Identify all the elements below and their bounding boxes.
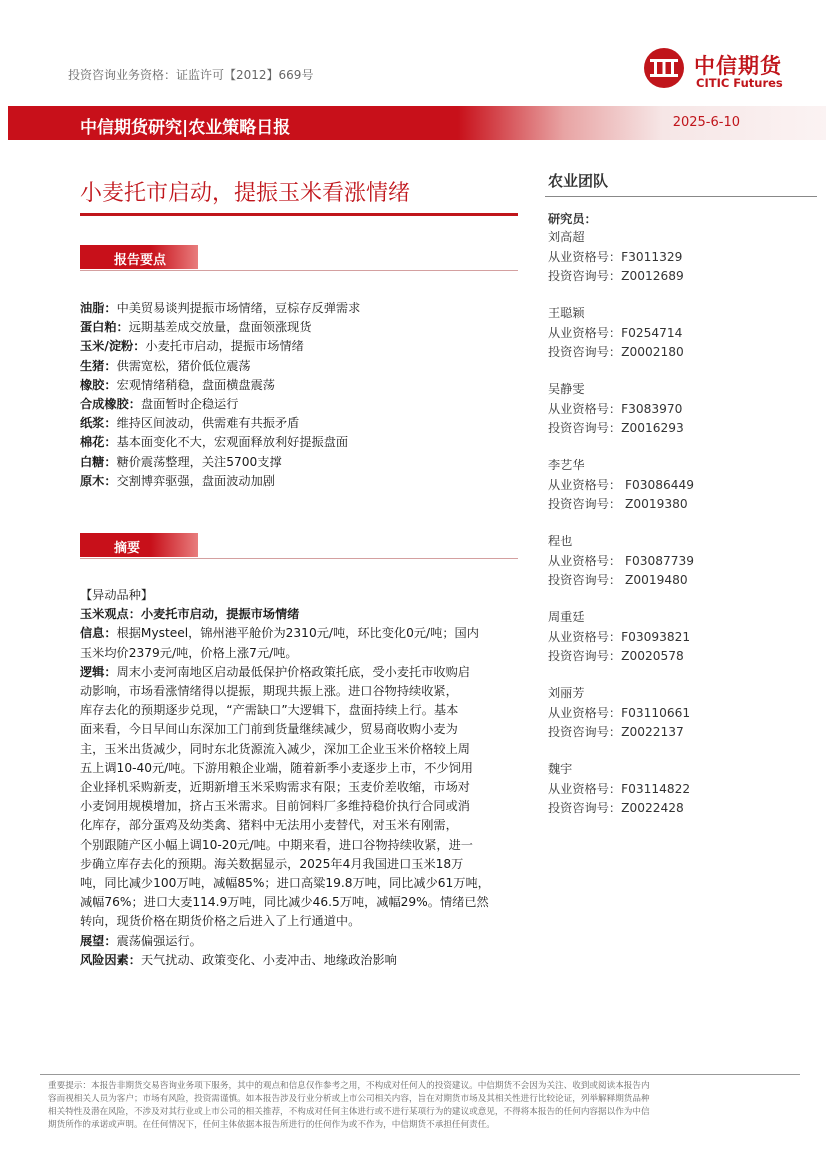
list-item: [80, 337, 520, 356]
item-label: 合成橡胶：: [80, 397, 141, 412]
item-text: 盘面暂时企稳运行: [140, 397, 239, 412]
analyst-consult: 投资咨询号：Z0022137: [548, 725, 684, 739]
analyst-license: 从业资格号：F03093821: [548, 629, 691, 644]
logic-line: 化库存，部分蛋鸡及幼类禽、猪料中无法用小麦替代，对玉米有刚需，: [80, 818, 458, 833]
item-label: 棉花：: [80, 435, 117, 450]
analyst-consult: 投资咨询号：Z0016293: [548, 421, 684, 435]
risk-text: 天气扰动、政策变化、小麦冲击、地缘政治影响: [140, 952, 397, 967]
analyst-name: 魏宇: [548, 762, 573, 776]
list-item: [80, 433, 520, 452]
analyst-name: 吴静雯: [548, 382, 585, 396]
view-text: 小麦托市启动，提振市场情绪: [140, 607, 300, 622]
analyst-license: 从业资格号：F03114822: [548, 781, 691, 796]
analyst-card: [548, 228, 818, 287]
list-item: [80, 357, 520, 376]
item-text: 远期基差成交放量，盘面领涨现货: [128, 320, 312, 335]
item-label: 蛋白粕：: [80, 320, 129, 335]
analyst-card: [548, 684, 818, 743]
logic-line: 企业择机采购新麦，近期新增玉米采购需求有限；玉麦价差收缩，市场对: [80, 780, 470, 795]
logic-line: 面来看，今日早间山东深加工门前到货量继续减少，贸易商收购小麦为: [80, 722, 458, 737]
qualification-text: 投资咨询业务资格：证监许可【2012】669号: [68, 68, 314, 82]
item-label: 纸浆：: [80, 416, 117, 431]
info-line: [80, 624, 520, 643]
item-text: 小麦托市启动，提振市场情绪: [145, 339, 304, 354]
analyst-license: 从业资格号：F3083970: [548, 401, 683, 416]
key-points-list: [80, 299, 520, 491]
item-label: 玉米/淀粉：: [80, 339, 146, 354]
analyst-license: 从业资格号：F3011329: [548, 249, 683, 264]
analyst-license: 从业资格号： F03086449: [548, 477, 695, 492]
list-item: [80, 395, 520, 414]
list-item: [80, 472, 520, 491]
risk-label: 风险因素：: [80, 952, 141, 967]
analyst-card: [548, 304, 818, 363]
analyst-consult: 投资咨询号： Z0019380: [548, 497, 688, 511]
analyst-consult: 投资咨询号：Z0022428: [548, 801, 684, 815]
title-divider: [80, 213, 518, 216]
logic-line: 主，玉米出货减少，同时东北货源流入减少，深加工企业玉米价格较上周: [80, 741, 470, 756]
logic-line: 动影响，市场看涨情绪得以提振，期现共振上涨。进口谷物持续收紧，: [80, 684, 458, 699]
info-line: 玉米均价2379元/吨，价格上涨7元/吨。: [80, 645, 298, 660]
analyst-name: 刘丽芳: [548, 686, 585, 700]
list-item: [80, 318, 520, 337]
logic-line: 库存去化的预期逐步兑现，“产需缺口”大逻辑下，盘面持续上行。基本: [80, 703, 459, 718]
item-label: 白糖：: [80, 454, 117, 469]
item-text: 基本面变化不大，宏观面释放利好提振盘面: [116, 435, 349, 450]
outlook-text: 震荡偏强运行。: [116, 933, 202, 948]
section-tab-label: 摘要: [114, 541, 141, 556]
risk-line: [80, 951, 520, 970]
info-label: 信息：: [80, 626, 117, 641]
analyst-consult: 投资咨询号：Z0002180: [548, 345, 684, 359]
analyst-name: 刘高超: [548, 230, 585, 244]
logo-en-text: CITIC Futures: [696, 76, 783, 90]
logic-line: 个别跟随产区小幅上调10-20元/吨。中期来看，进口谷物持续收紧，进一: [80, 837, 473, 852]
list-item: [80, 453, 520, 472]
item-text: 糖价震荡整理，关注5700支撑: [116, 454, 282, 469]
logic-line: 减幅76%；进口大麦114.9万吨，同比减少46.5万吨，减幅29%。情绪已然: [80, 895, 489, 910]
list-item: [80, 376, 520, 395]
item-text: 供需宽松，猪价低位震荡: [116, 358, 251, 373]
logic-line: [80, 663, 520, 682]
analyst-consult: 投资咨询号：Z0020578: [548, 649, 684, 663]
analyst-card: [548, 456, 818, 515]
disclaimer: [48, 1080, 788, 1132]
disclaimer-line: 期货所作的承诺或声明。在任何情况下，任何主体依据本报告所进行的任何作为或不作为，中信期货不承担任何责任。: [48, 1120, 495, 1130]
item-text: 维持区间波动，供需难有共振矛盾: [116, 416, 300, 431]
item-label: 橡胶：: [80, 377, 117, 392]
item-label: 生猪：: [80, 358, 117, 373]
item-text: 交割博弈驱强，盘面波动加剧: [116, 473, 275, 488]
team-divider: [545, 196, 817, 197]
company-logo: [642, 46, 810, 96]
footer-divider: [40, 1074, 800, 1075]
section-divider: [80, 270, 518, 271]
logic-text: 周末小麦河南地区启动最低保护价格政策托底，受小麦托市收购启: [116, 664, 470, 679]
abstract-category: 【异动品种】: [80, 588, 154, 602]
list-item: [80, 299, 520, 318]
report-title: 小麦托市启动，提振玉米看涨情绪: [80, 181, 411, 206]
disclaimer-line: 容而视相关人员为客户；市场有风险，投资需谨慎。如本报告涉及行业分析或上市公司相关内容，旨在对期货市场及其相关性进行比较论证，列举解释期货品种: [48, 1094, 650, 1104]
citic-logo-icon: [642, 46, 686, 90]
analyst-card: [548, 532, 818, 591]
abstract-body: [80, 586, 520, 970]
report-date: 2025-6-10: [672, 115, 740, 130]
analyst-name: 李艺华: [548, 458, 585, 472]
logic-line: 吨，同比减少100万吨，减幅85%；进口高粱19.8万吨，同比减少61万吨，: [80, 876, 490, 891]
analyst-name: 周重廷: [548, 610, 585, 624]
logic-line: 五上调10-40元/吨。下游用粮企业端，随着新季小麦逐步上市，不少饲用: [80, 760, 473, 775]
item-text: 宏观情绪稍稳，盘面横盘震荡: [116, 377, 275, 392]
info-text: 根据Mysteel，锦州港平舱价为2310元/吨，环比变化0元/吨；国内: [116, 626, 479, 641]
logic-line: 小麦饲用规模增加，挤占玉米需求。目前饲料厂多维持稳价执行合同或消: [80, 799, 470, 814]
analyst-consult: 投资咨询号： Z0019480: [548, 573, 688, 587]
view-label: 玉米观点：: [80, 607, 141, 622]
section-tab-label: 报告要点: [114, 253, 167, 268]
disclaimer-line: 重要提示：本报告非期货交易咨询业务项下服务，其中的观点和信息仅作参考之用，不构成对任何人的投资建议。中信期货不会因为关注、收到或阅读本报告内: [48, 1081, 650, 1091]
analyst-license: 从业资格号：F0254714: [548, 325, 683, 340]
banner-title: 中信期货研究|农业策略日报: [80, 118, 291, 138]
analyst-card: [548, 608, 818, 667]
logo-cn-text: 中信期货: [694, 54, 782, 78]
outlook-line: [80, 932, 520, 951]
logic-label: 逻辑：: [80, 664, 117, 679]
analyst-consult: 投资咨询号：Z0012689: [548, 269, 684, 283]
item-text: 中美贸易谈判提振市场情绪，豆棕存反弹需求: [116, 301, 361, 315]
item-label: 油脂：: [80, 301, 117, 315]
report-banner: [8, 106, 826, 140]
analyst-name: 程也: [548, 534, 573, 548]
list-item: [80, 414, 520, 433]
analyst-name: 王聪颖: [548, 306, 585, 320]
section-divider: [80, 558, 518, 559]
disclaimer-line: 相关特性及潜在风险，不涉及对其行业或上市公司的相关推荐，不构成对任何主体进行或不进行某项行为的建议或意见，不得将本报告的任何内容据以作为中信: [48, 1107, 650, 1117]
logic-line: 转向，现货价格在期货价格之后进入了上行通道中。: [80, 914, 361, 929]
analyst-card: [548, 760, 818, 819]
analyst-license: 从业资格号：F03110661: [548, 705, 691, 720]
logic-line: 步确立库存去化的预期。海关数据显示，2025年4月我国进口玉米18万: [80, 856, 464, 871]
researchers-label: 研究员：: [548, 212, 597, 226]
team-title: 农业团队: [548, 172, 609, 190]
outlook-label: 展望：: [80, 933, 117, 948]
item-label: 原木：: [80, 473, 117, 488]
analyst-card: [548, 380, 818, 439]
corn-view: [80, 605, 520, 624]
analyst-license: 从业资格号： F03087739: [548, 553, 695, 568]
